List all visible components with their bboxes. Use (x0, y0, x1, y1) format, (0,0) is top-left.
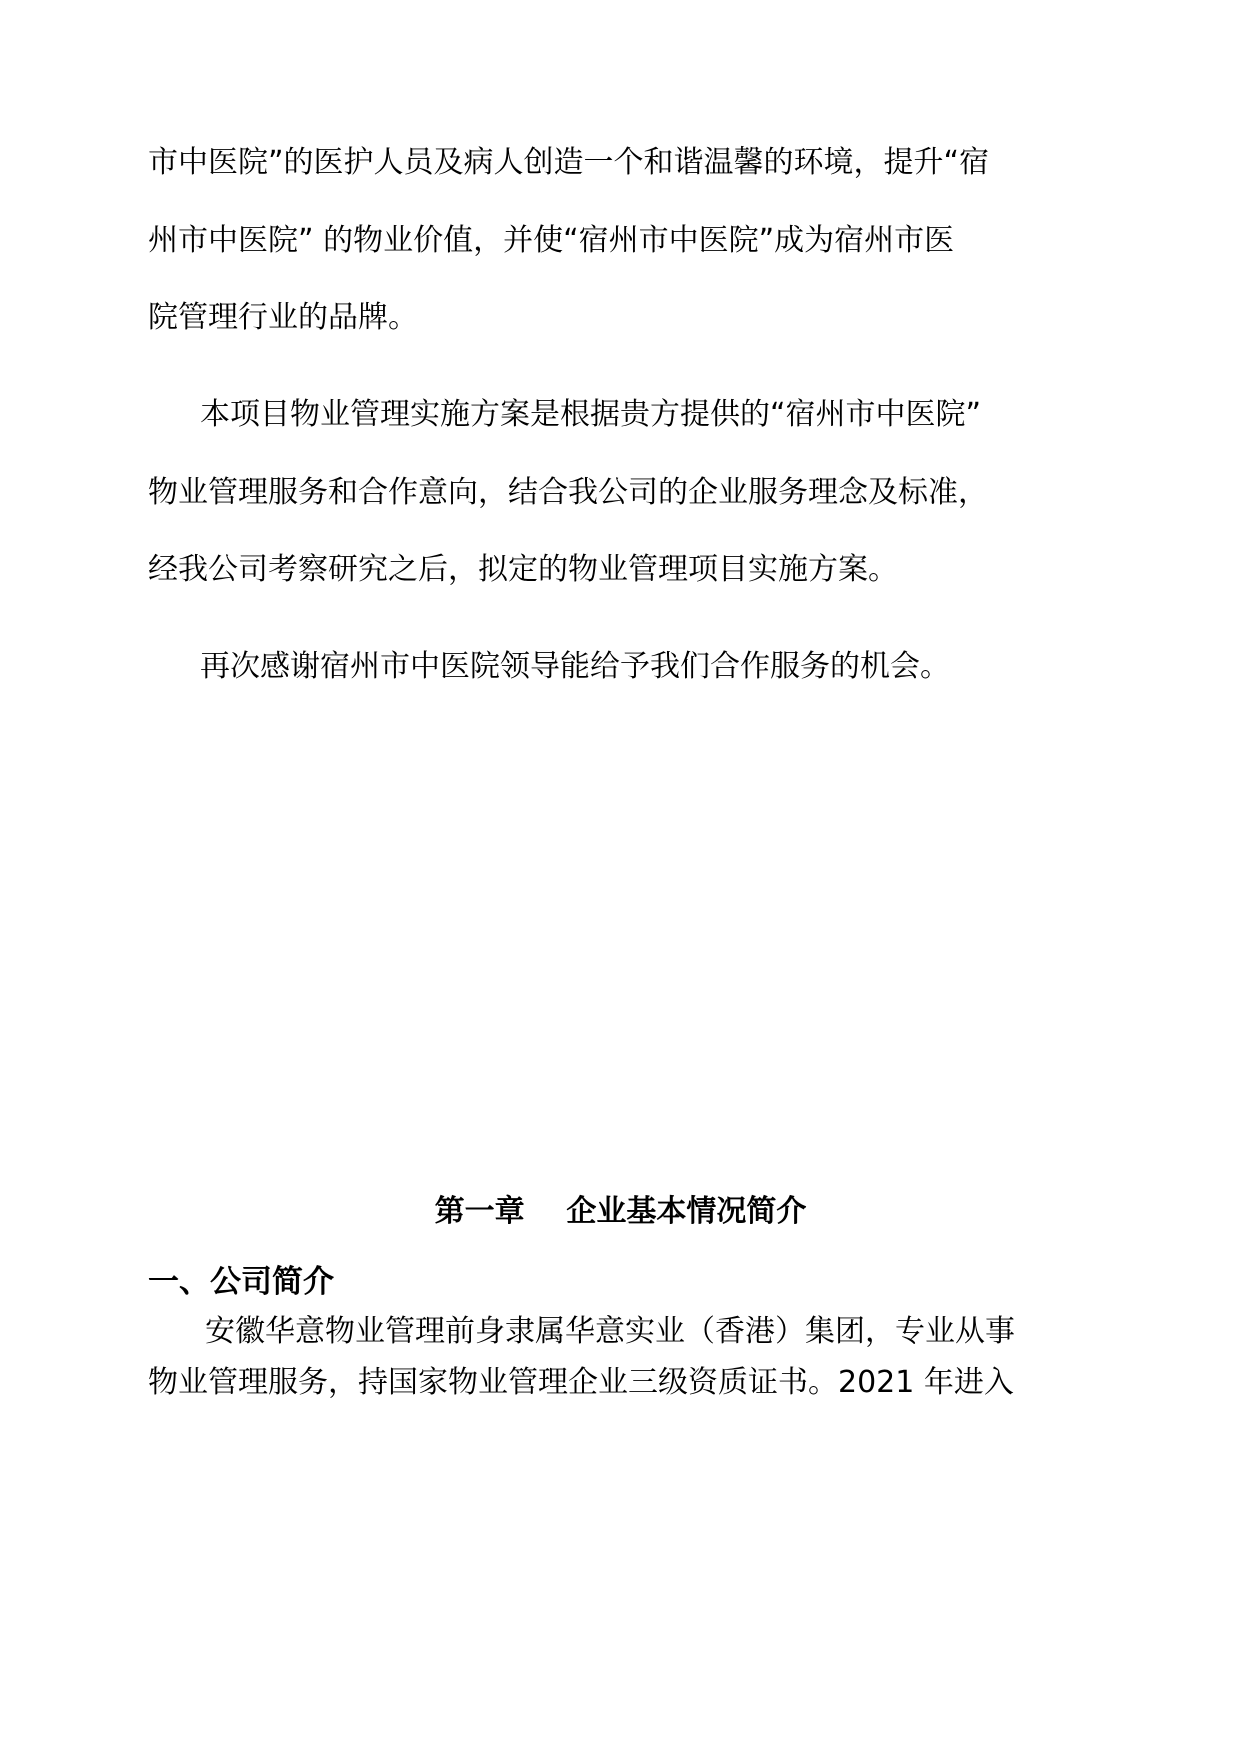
text-line: 经我公司考察研究之后，拟定的物业管理项目实施方案。 (148, 552, 898, 587)
text-line: 再次感谢宿州市中医院领导能给予我们合作服务的机会。 (200, 649, 950, 684)
text-line: 州市中医院” 的物业价值，并使“宿州市中医院”成为宿州市医 (148, 223, 955, 258)
text-line: 院管理行业的品牌。 (148, 300, 418, 335)
text-line: 市中医院”的医护人员及病人创造一个和谐温馨的环境，提升“宿 (148, 145, 990, 180)
text-line: 物业管理服务，持国家物业管理企业三级资质证书。2021 年进入 (148, 1365, 1014, 1400)
chapter-title: 第一章 企业基本情况简介 (434, 1194, 807, 1229)
section-title: 一、公司简介 (148, 1264, 334, 1300)
text-line: 本项目物业管理实施方案是根据贵方提供的“宿州市中医院” (200, 397, 982, 432)
text-line: 物业管理服务和合作意向，结合我公司的企业服务理念及标准， (148, 475, 988, 510)
text-line: 安徽华意物业管理前身隶属华意实业（香港）集团，专业从事 (205, 1314, 1015, 1349)
